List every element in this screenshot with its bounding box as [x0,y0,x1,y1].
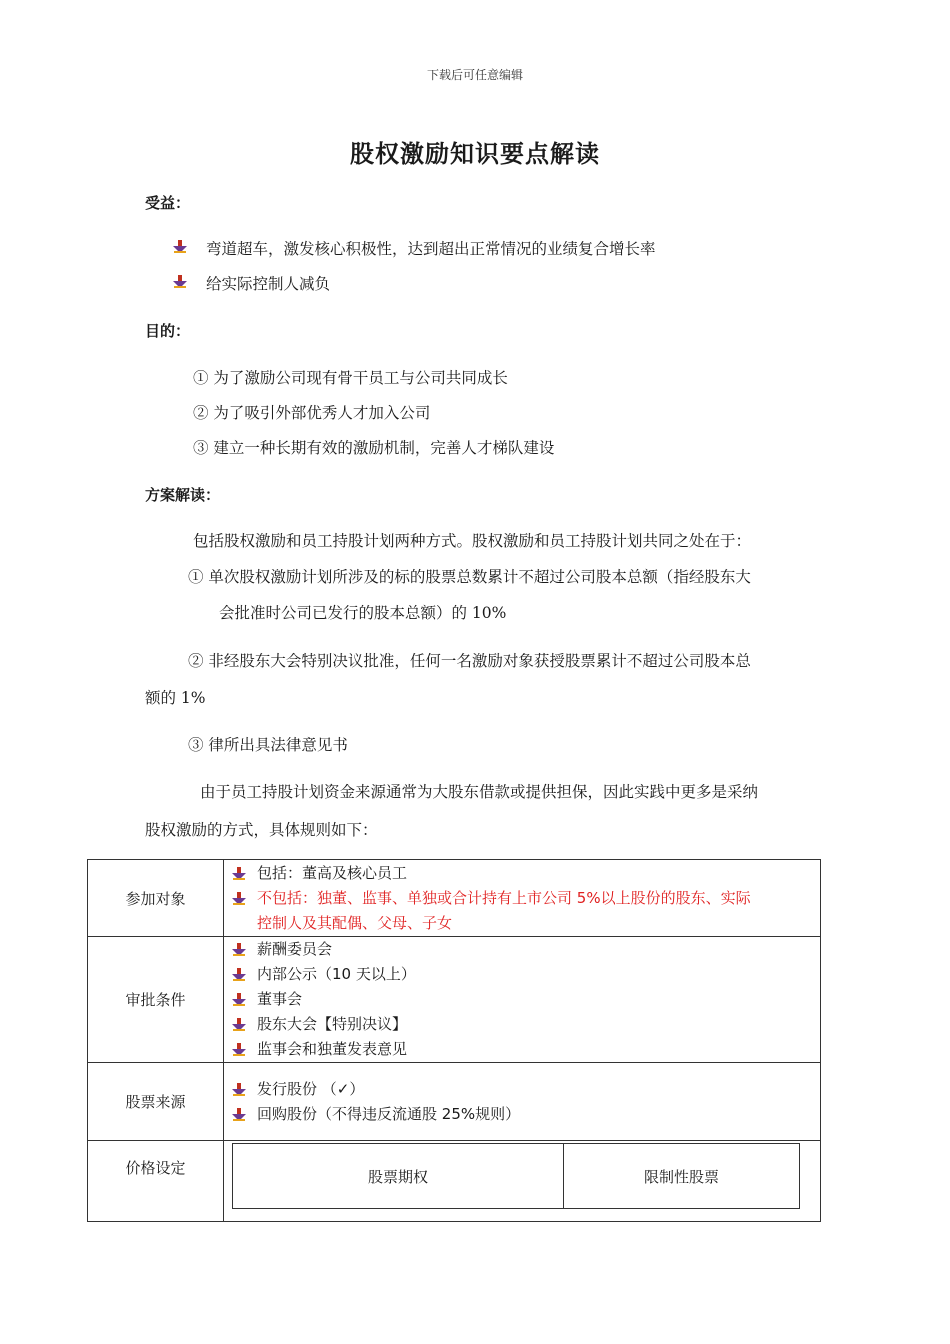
benefit-item: 给实际控制人减负 [206,275,331,293]
plan-point-1-line1: ① 单次股权激励计划所涉及的标的股票总数累计不超过公司股本总额（指经股东大 [188,568,751,586]
bullet-arrow-icon [232,1043,246,1057]
price-subtable [232,1143,800,1209]
list-item-text: 董事会 [257,990,303,1008]
row-content [224,1063,821,1141]
bullet-arrow-icon [232,1108,246,1122]
purpose-item: ① 为了激励公司现有骨干员工与公司共同成长 [193,369,508,387]
list-item-excluded [224,886,820,936]
row-content [224,860,821,937]
row-content [224,1141,821,1222]
purpose-item: ② 为了吸引外部优秀人才加入公司 [193,404,431,422]
plan-heading: 方案解读： [145,486,221,504]
list-item [224,962,820,987]
benefit-item: 弯道超车，激发核心积极性，达到超出正常情况的业绩复合增长率 [206,240,656,258]
plan-point-2-line1: ② 非经股东大会特别决议批准，任何一名激励对象获授股票累计不超过公司股本总 [188,652,751,670]
row-label: 股票来源 [88,1063,224,1141]
table-row [88,1141,821,1222]
bullet-arrow-icon [173,240,187,254]
list-item [224,1102,820,1127]
row-label: 参加对象 [88,860,224,937]
plan-intro: 包括股权激励和员工持股计划两种方式。股权激励和员工持股计划共同之处在于： [193,532,752,550]
row-label: 价格设定 [88,1141,224,1222]
list-item [224,937,820,962]
bullet-arrow-icon [232,943,246,957]
table-row [88,937,821,1063]
purpose-heading: 目的： [145,322,191,340]
list-item-text: 回购股份（不得违反流通股 25%规则） [257,1105,521,1123]
list-item-text: 薪酬委员会 [257,940,333,958]
list-item [224,987,820,1012]
excluded-line-2: 控制人及其配偶、父母、子女 [257,913,453,932]
plan-point-3: ③ 律所出具法律意见书 [188,736,348,754]
table-row [88,860,821,937]
purpose-item: ③ 建立一种长期有效的激励机制，完善人才梯队建设 [193,439,555,457]
plan-point-4-line2: 股权激励的方式，具体规则如下： [145,821,378,839]
list-item-text: 监事会和独董发表意见 [257,1040,408,1058]
bullet-arrow-icon [173,275,187,289]
list-item-text: 发行股份 （✓） [257,1080,365,1098]
header-note: 下载后可任意编辑 [426,68,523,82]
list-item-text: 包括：董高及核心员工 [257,863,408,882]
bullet-arrow-icon [232,993,246,1007]
bullet-arrow-icon [232,968,246,982]
bullet-arrow-icon [232,1018,246,1032]
bullet-arrow-icon [232,867,246,881]
row-content [224,937,821,1063]
bullet-arrow-icon [232,892,246,906]
excluded-line-1: 不包括：独董、监事、单独或合计持有上市公司 5%以上股份的股东、实际 [257,888,751,907]
plan-point-2-line2: 额的 1% [145,689,206,707]
list-item [224,1037,820,1062]
bullet-arrow-icon [232,1083,246,1097]
rules-table [87,859,821,1222]
benefit-heading: 受益： [145,194,191,212]
list-item [224,1077,820,1102]
plan-point-1-line2: 会批准时公司已发行的股本总额）的 10% [219,604,507,622]
row-label: 审批条件 [88,937,224,1063]
list-item [224,1012,820,1037]
subtable-header-restricted-stock: 限制性股票 [564,1144,800,1209]
list-item-text: 内部公示（10 天以上） [257,965,416,983]
table-row [88,1063,821,1141]
page-title: 股权激励知识要点解读 [350,139,600,168]
plan-point-4-line1: 由于员工持股计划资金来源通常为大股东借款或提供担保，因此实践中更多是采纳 [200,783,759,801]
list-item-text: 股东大会【特别决议】 [257,1015,408,1033]
list-item [224,861,820,886]
subtable-header-stock-options: 股票期权 [233,1144,564,1209]
